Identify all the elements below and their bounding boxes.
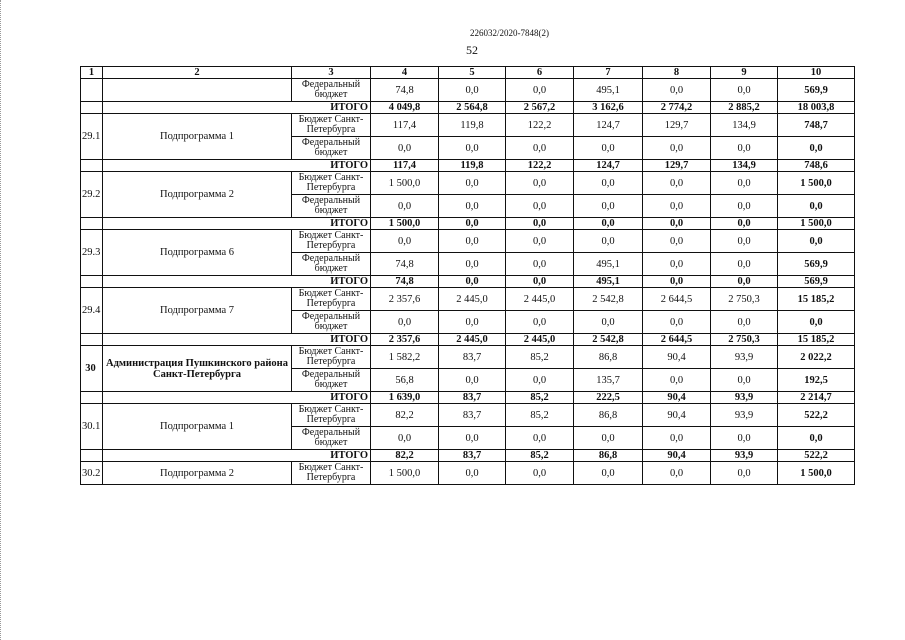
value-cell: 83,7 [439, 346, 506, 369]
row-name: Подпрограмма 7 [103, 288, 292, 334]
total-value-cell: 0,0 [574, 218, 643, 230]
value-cell: 1 500,0 [371, 462, 439, 485]
total-label: ИТОГО [103, 276, 371, 288]
total-value-cell: 93,9 [711, 450, 778, 462]
value-cell: 0,0 [711, 137, 778, 160]
value-cell: 0,0 [506, 230, 574, 253]
value-cell: 1 500,0 [778, 462, 855, 485]
column-header: 1 [81, 67, 103, 79]
total-value-cell: 93,9 [711, 392, 778, 404]
value-cell: 0,0 [574, 137, 643, 160]
total-value-cell: 0,0 [439, 276, 506, 288]
page-number: 52 [466, 43, 478, 57]
value-cell: 0,0 [371, 137, 439, 160]
row-code: 30.2 [81, 462, 103, 485]
value-cell: 0,0 [506, 172, 574, 195]
funding-source: Бюджет Санкт-Петербурга [292, 114, 371, 137]
total-value-cell: 3 162,6 [574, 102, 643, 114]
total-value-cell: 85,2 [506, 450, 574, 462]
value-cell: 0,0 [643, 369, 711, 392]
row-name: Подпрограмма 1 [103, 404, 292, 450]
value-cell: 0,0 [643, 79, 711, 102]
total-value-cell: 1 639,0 [371, 392, 439, 404]
table-row [81, 346, 855, 369]
funding-source: Бюджет Санкт-Петербурга [292, 288, 371, 311]
total-value-cell: 1 500,0 [778, 218, 855, 230]
column-header: 3 [292, 67, 371, 79]
total-value-cell: 0,0 [643, 218, 711, 230]
funding-source: Бюджет Санкт-Петербурга [292, 230, 371, 253]
table-row [81, 462, 855, 485]
row-code: 30 [81, 346, 103, 392]
total-value-cell: 117,4 [371, 160, 439, 172]
value-cell: 0,0 [506, 195, 574, 218]
row-code: 29.2 [81, 172, 103, 218]
total-label: ИТОГО [103, 334, 371, 346]
column-header: 9 [711, 67, 778, 79]
table-row [81, 114, 855, 137]
total-value-cell: 4 049,8 [371, 102, 439, 114]
value-cell: 0,0 [643, 253, 711, 276]
value-cell: 0,0 [439, 311, 506, 334]
total-value-cell: 0,0 [643, 276, 711, 288]
funding-source: Федеральный бюджет [292, 369, 371, 392]
value-cell: 122,2 [506, 114, 574, 137]
value-cell: 0,0 [371, 427, 439, 450]
value-cell: 0,0 [643, 462, 711, 485]
total-value-cell: 2 567,2 [506, 102, 574, 114]
total-blank-cell [81, 276, 103, 288]
funding-source: Бюджет Санкт-Петербурга [292, 172, 371, 195]
value-cell: 74,8 [371, 253, 439, 276]
total-value-cell: 2 445,0 [506, 334, 574, 346]
value-cell: 0,0 [574, 427, 643, 450]
value-cell: 0,0 [371, 230, 439, 253]
value-cell: 2 750,3 [711, 288, 778, 311]
value-cell: 0,0 [439, 462, 506, 485]
value-cell: 134,9 [711, 114, 778, 137]
value-cell: 0,0 [371, 195, 439, 218]
value-cell: 0,0 [778, 427, 855, 450]
value-cell: 0,0 [711, 79, 778, 102]
table-row [81, 79, 855, 102]
total-value-cell: 522,2 [778, 450, 855, 462]
value-cell: 0,0 [439, 172, 506, 195]
value-cell: 90,4 [643, 346, 711, 369]
total-label: ИТОГО [103, 160, 371, 172]
value-cell: 0,0 [439, 230, 506, 253]
total-row [81, 334, 855, 346]
value-cell: 0,0 [711, 311, 778, 334]
total-blank-cell [81, 102, 103, 114]
value-cell: 0,0 [439, 195, 506, 218]
value-cell: 522,2 [778, 404, 855, 427]
column-number-row [81, 67, 855, 79]
total-value-cell: 83,7 [439, 392, 506, 404]
total-value-cell: 495,1 [574, 276, 643, 288]
value-cell: 569,9 [778, 253, 855, 276]
value-cell: 0,0 [711, 427, 778, 450]
value-cell: 86,8 [574, 404, 643, 427]
total-label: ИТОГО [103, 218, 371, 230]
value-cell: 124,7 [574, 114, 643, 137]
total-label: ИТОГО [103, 450, 371, 462]
total-value-cell: 90,4 [643, 392, 711, 404]
funding-source: Федеральный бюджет [292, 79, 371, 102]
total-row [81, 160, 855, 172]
row-name [103, 79, 292, 102]
total-value-cell: 748,6 [778, 160, 855, 172]
row-name: Подпрограмма 2 [103, 462, 292, 485]
total-label: ИТОГО [103, 392, 371, 404]
column-header: 4 [371, 67, 439, 79]
row-name: Подпрограмма 1 [103, 114, 292, 160]
row-name: Подпрограмма 2 [103, 172, 292, 218]
total-blank-cell [81, 218, 103, 230]
table-row [81, 288, 855, 311]
row-code [81, 79, 103, 102]
value-cell: 2 445,0 [506, 288, 574, 311]
value-cell: 0,0 [439, 79, 506, 102]
value-cell: 748,7 [778, 114, 855, 137]
total-blank-cell [81, 160, 103, 172]
table-row [81, 404, 855, 427]
budget-table [80, 66, 855, 485]
total-value-cell: 122,2 [506, 160, 574, 172]
column-header: 5 [439, 67, 506, 79]
funding-source: Бюджет Санкт-Петербурга [292, 346, 371, 369]
value-cell: 2 542,8 [574, 288, 643, 311]
total-value-cell: 0,0 [506, 276, 574, 288]
total-value-cell: 0,0 [506, 218, 574, 230]
value-cell: 0,0 [643, 172, 711, 195]
total-row [81, 392, 855, 404]
value-cell: 56,8 [371, 369, 439, 392]
total-value-cell: 2 564,8 [439, 102, 506, 114]
total-value-cell: 74,8 [371, 276, 439, 288]
value-cell: 0,0 [643, 311, 711, 334]
total-value-cell: 15 185,2 [778, 334, 855, 346]
value-cell: 0,0 [574, 195, 643, 218]
table-body [81, 79, 855, 485]
value-cell: 117,4 [371, 114, 439, 137]
total-value-cell: 0,0 [711, 276, 778, 288]
total-value-cell: 129,7 [643, 160, 711, 172]
value-cell: 90,4 [643, 404, 711, 427]
value-cell: 85,2 [506, 346, 574, 369]
value-cell: 0,0 [711, 230, 778, 253]
row-code: 29.4 [81, 288, 103, 334]
value-cell: 495,1 [574, 79, 643, 102]
column-header: 10 [778, 67, 855, 79]
total-row [81, 102, 855, 114]
value-cell: 569,9 [778, 79, 855, 102]
value-cell: 2 357,6 [371, 288, 439, 311]
table-row [81, 230, 855, 253]
value-cell: 0,0 [506, 79, 574, 102]
value-cell: 0,0 [643, 230, 711, 253]
total-row [81, 218, 855, 230]
value-cell: 0,0 [711, 369, 778, 392]
value-cell: 0,0 [643, 427, 711, 450]
total-value-cell: 90,4 [643, 450, 711, 462]
total-value-cell: 85,2 [506, 392, 574, 404]
row-code: 30.1 [81, 404, 103, 450]
value-cell: 93,9 [711, 346, 778, 369]
value-cell: 15 185,2 [778, 288, 855, 311]
value-cell: 0,0 [439, 369, 506, 392]
total-blank-cell [81, 334, 103, 346]
funding-source: Федеральный бюджет [292, 427, 371, 450]
value-cell: 0,0 [506, 427, 574, 450]
total-blank-cell [81, 450, 103, 462]
value-cell: 0,0 [574, 172, 643, 195]
value-cell: 0,0 [643, 137, 711, 160]
total-value-cell: 0,0 [711, 218, 778, 230]
value-cell: 0,0 [711, 253, 778, 276]
value-cell: 0,0 [711, 172, 778, 195]
value-cell: 0,0 [439, 427, 506, 450]
value-cell: 74,8 [371, 79, 439, 102]
total-value-cell: 222,5 [574, 392, 643, 404]
value-cell: 0,0 [439, 253, 506, 276]
value-cell: 0,0 [711, 195, 778, 218]
value-cell: 86,8 [574, 346, 643, 369]
value-cell: 0,0 [778, 311, 855, 334]
value-cell: 0,0 [506, 369, 574, 392]
value-cell: 135,7 [574, 369, 643, 392]
value-cell: 82,2 [371, 404, 439, 427]
total-value-cell: 2 644,5 [643, 334, 711, 346]
value-cell: 0,0 [439, 137, 506, 160]
total-value-cell: 119,8 [439, 160, 506, 172]
row-code: 29.1 [81, 114, 103, 160]
funding-source: Федеральный бюджет [292, 137, 371, 160]
column-header: 6 [506, 67, 574, 79]
value-cell: 0,0 [371, 311, 439, 334]
value-cell: 2 644,5 [643, 288, 711, 311]
total-label: ИТОГО [103, 102, 371, 114]
value-cell: 1 500,0 [371, 172, 439, 195]
column-header: 7 [574, 67, 643, 79]
table-row [81, 172, 855, 195]
value-cell: 192,5 [778, 369, 855, 392]
value-cell: 0,0 [506, 137, 574, 160]
total-value-cell: 82,2 [371, 450, 439, 462]
total-value-cell: 0,0 [439, 218, 506, 230]
value-cell: 0,0 [506, 462, 574, 485]
total-value-cell: 18 003,8 [778, 102, 855, 114]
funding-source: Бюджет Санкт-Петербурга [292, 462, 371, 485]
value-cell: 0,0 [574, 230, 643, 253]
total-value-cell: 2 750,3 [711, 334, 778, 346]
total-value-cell: 2 885,2 [711, 102, 778, 114]
funding-source: Федеральный бюджет [292, 195, 371, 218]
total-value-cell: 86,8 [574, 450, 643, 462]
total-value-cell: 2 774,2 [643, 102, 711, 114]
scan-edge-marks [0, 0, 4, 640]
total-blank-cell [81, 392, 103, 404]
value-cell: 129,7 [643, 114, 711, 137]
value-cell: 0,0 [778, 137, 855, 160]
value-cell: 0,0 [574, 462, 643, 485]
value-cell: 1 582,2 [371, 346, 439, 369]
document-id: 226032/2020-7848(2) [470, 28, 549, 38]
value-cell: 85,2 [506, 404, 574, 427]
value-cell: 495,1 [574, 253, 643, 276]
total-value-cell: 569,9 [778, 276, 855, 288]
value-cell: 83,7 [439, 404, 506, 427]
total-value-cell: 2 542,8 [574, 334, 643, 346]
total-row [81, 450, 855, 462]
value-cell: 0,0 [506, 311, 574, 334]
total-row [81, 276, 855, 288]
value-cell: 0,0 [711, 462, 778, 485]
row-name: Администрация Пушкинского района Санкт-Петербурга [103, 346, 292, 392]
total-value-cell: 2 445,0 [439, 334, 506, 346]
value-cell: 93,9 [711, 404, 778, 427]
value-cell: 119,8 [439, 114, 506, 137]
value-cell: 1 500,0 [778, 172, 855, 195]
total-value-cell: 83,7 [439, 450, 506, 462]
value-cell: 0,0 [778, 195, 855, 218]
row-code: 29.3 [81, 230, 103, 276]
value-cell: 0,0 [574, 311, 643, 334]
funding-source: Федеральный бюджет [292, 311, 371, 334]
value-cell: 0,0 [778, 230, 855, 253]
row-name: Подпрограмма 6 [103, 230, 292, 276]
value-cell: 0,0 [506, 253, 574, 276]
total-value-cell: 2 214,7 [778, 392, 855, 404]
value-cell: 0,0 [643, 195, 711, 218]
total-value-cell: 1 500,0 [371, 218, 439, 230]
value-cell: 2 445,0 [439, 288, 506, 311]
funding-source: Бюджет Санкт-Петербурга [292, 404, 371, 427]
column-header: 8 [643, 67, 711, 79]
total-value-cell: 134,9 [711, 160, 778, 172]
funding-source: Федеральный бюджет [292, 253, 371, 276]
column-header: 2 [103, 67, 292, 79]
total-value-cell: 124,7 [574, 160, 643, 172]
value-cell: 2 022,2 [778, 346, 855, 369]
total-value-cell: 2 357,6 [371, 334, 439, 346]
